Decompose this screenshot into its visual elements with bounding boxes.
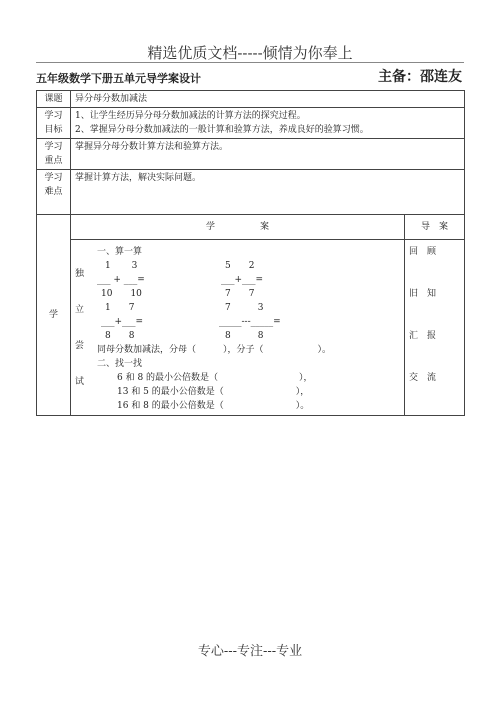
key-points-row <box>37 139 465 170</box>
goal-item: 2、掌握异分母分数加减法的一般计算和验算方法，养成良好的验算习惯。 <box>75 125 369 135</box>
lesson-plan-table <box>36 90 465 416</box>
fraction-operation: ___ + ___= <box>97 275 145 285</box>
fraction-operation: ___+___= <box>101 317 144 327</box>
goal-item: 1、让学生经历异分母分数加减法的计算方法的探究过程。 <box>75 111 306 121</box>
guide-step: 回 顾 <box>409 247 437 257</box>
fraction-operation: _____---_____= <box>219 317 281 327</box>
guide-step: 汇 报 <box>409 331 437 341</box>
part2-title: 二、找一找 <box>97 359 143 369</box>
rule-statement: 同母分数加减法，分母（ ），分子（ ）。 <box>97 345 332 355</box>
fraction-denominators: 8 8 <box>225 331 264 341</box>
guide-header: 导 案 <box>405 215 465 240</box>
banner-divider <box>36 62 464 63</box>
goals-label: 学习 目标 <box>37 108 71 139</box>
guide-step: 旧 知 <box>409 289 437 299</box>
topic-label: 课题 <box>37 91 71 108</box>
plan-header: 学 案 <box>71 215 405 240</box>
lcm-question: 6 和 8 的最小公倍数是（ ）， <box>117 373 313 383</box>
footer-slogan: 专心---专注---专业 <box>197 644 303 659</box>
difficulties-label: 学习 难点 <box>37 170 71 215</box>
part1-title: 一、算一算 <box>97 247 143 257</box>
document-author: 主备：邵连友 <box>378 69 462 85</box>
fraction-numerators: 5 2 <box>225 261 255 271</box>
key-points-value: 掌握异分母分数计算方法和验算方法。 <box>71 139 465 170</box>
fraction-numerators: 1 7 <box>105 303 135 313</box>
difficulties-value: 掌握计算方法，解决实际问题。 <box>71 170 465 215</box>
plan-body <box>71 240 405 416</box>
plan-header-row <box>37 215 465 240</box>
topic-row <box>37 91 465 108</box>
plan-body-row <box>37 240 465 416</box>
document-title: 五年级数学下册五单元导学案设计 <box>36 72 201 85</box>
fraction-numerators: 1 3 <box>105 261 138 271</box>
difficulties-row <box>37 170 465 215</box>
section-label: 学 <box>37 215 71 416</box>
fraction-numerators: 7 3 <box>225 303 264 313</box>
fraction-denominators: 7 7 <box>225 289 255 299</box>
activity-label: 独 立 尝 试 <box>75 269 85 387</box>
lcm-question: 16 和 8 的最小公倍数是（ ）。 <box>117 401 310 411</box>
fraction-operation: ___+___= <box>221 275 264 285</box>
lcm-question: 13 和 5 的最小公倍数是（ ）， <box>117 387 310 397</box>
fraction-denominators: 8 8 <box>105 331 135 341</box>
goals-row <box>37 108 465 139</box>
exercise-content <box>93 240 404 415</box>
fraction-denominators: 10 10 <box>101 289 142 299</box>
guide-body <box>405 240 465 416</box>
goals-value <box>71 108 465 139</box>
topic-value: 异分母分数加减法 <box>71 91 465 108</box>
key-points-label: 学习 重点 <box>37 139 71 170</box>
banner-header: 精选优质文档-----倾情为你奉上 <box>147 44 353 62</box>
guide-step: 交 流 <box>409 373 437 383</box>
